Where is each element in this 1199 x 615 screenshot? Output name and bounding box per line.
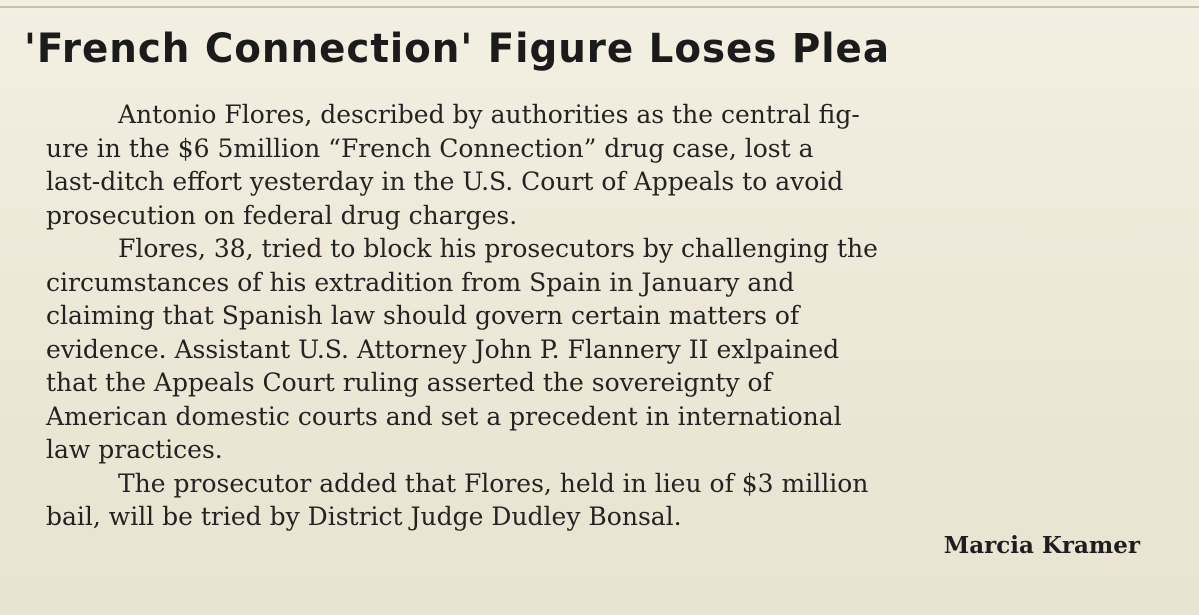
paragraph-1-line-1: Antonio Flores, described by authorities as the central fig- <box>118 100 860 129</box>
paragraph-2-line-1: Flores, 38, tried to block his prosecutors by challenging the <box>118 234 878 263</box>
column-rule <box>0 6 1199 8</box>
paragraph-3-line-2: bail, will be tried by District Judge Dudley Bonsal. <box>46 502 682 531</box>
article-body <box>46 98 1166 534</box>
paragraph-2-line-2: circumstances of his extradition from Spain in January and <box>46 267 795 297</box>
paragraph-1-line-2: ure in the $6 5million “French Connection” drug case, lost a <box>46 133 814 163</box>
paragraph-2-line-6: American domestic courts and set a precedent in international <box>46 401 842 431</box>
paragraph-2-line-5: that the Appeals Court ruling asserted the sovereignty of <box>46 368 772 397</box>
paragraph-2-line-3: claiming that Spanish law should govern certain matters of <box>46 301 800 330</box>
byline: Marcia Kramer <box>943 532 1140 559</box>
paragraph-1-line-4: prosecution on federal drug charges. <box>46 200 518 230</box>
paragraph-1-line-3: last-ditch effort yesterday in the U.S. Court of Appeals to avoid <box>46 167 844 196</box>
paragraph-3-line-1: The prosecutor added that Flores, held in lieu of $3 million <box>118 468 869 498</box>
paragraph-2-line-7: law practices. <box>46 435 223 464</box>
headline: 'French Connection' Figure Loses Plea <box>24 26 890 72</box>
paragraph-2-line-4: evidence. Assistant U.S. Attorney John P. Flannery II exlpained <box>46 334 840 364</box>
